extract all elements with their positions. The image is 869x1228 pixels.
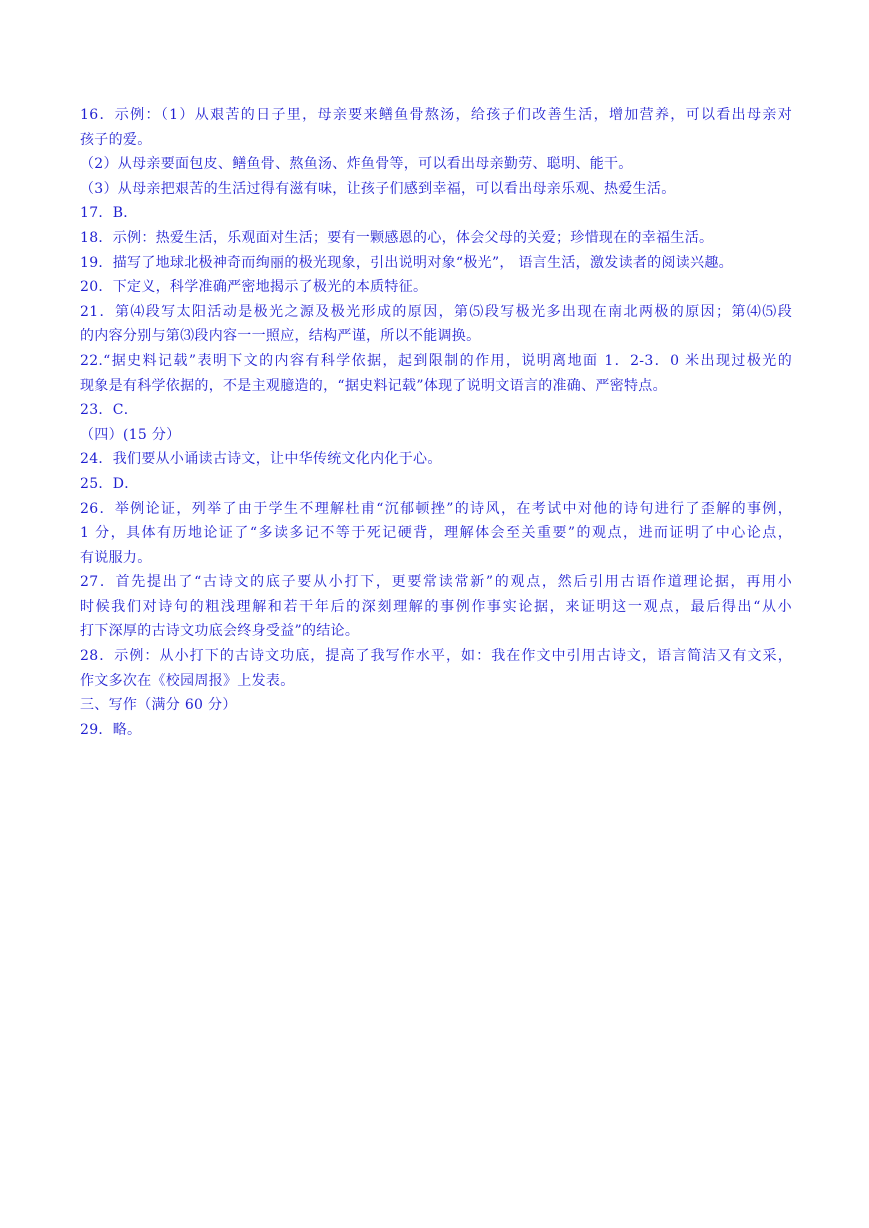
answer-25: 25．D． <box>80 475 139 492</box>
section-4-heading: （四）(15 分） <box>80 426 181 443</box>
answer-23: 23．C． <box>80 402 139 419</box>
answer-29: 29．略。 <box>80 721 142 738</box>
answer-28-line-2: 作文多次在《校园周报》上发表。 <box>80 672 295 689</box>
answer-22-line-1: 22.“据史料记载”表明下文的内容有科学依据，起到限制的作用，说明离地面 1．2-3．0 米出现过极光的 <box>80 352 792 369</box>
writing-section-heading: 三、写作（满分 60 分） <box>80 697 237 714</box>
answer-21-line-2: 的内容分别与第⑶段内容一一照应，结构严谨，所以不能调换。 <box>80 328 481 345</box>
answer-28-line-1: 28．示例：从小打下的古诗文功底，提高了我写作水平，如：我在作文中引用古诗文，语言简洁又有文采， <box>80 648 792 665</box>
answer-27-line-3: 打下深厚的古诗文功底会终身受益”的结论。 <box>80 623 360 640</box>
answer-22-line-2: 现象是有科学依据的，不是主观臆造的，“据史料记载”体现了说明文语言的准确、严密特点。 <box>80 377 667 394</box>
answer-20: 20．下定义，科学准确严密地揭示了极光的本质特征。 <box>80 279 428 296</box>
answer-16-point-2: （2）从母亲要面包皮、鳝鱼骨、熬鱼汤、炸鱼骨等，可以看出母亲勤劳、聪明、能干。 <box>80 156 633 173</box>
answer-26-line-2: 1 分，具体有历地论证了“多读多记不等于死记硬背，理解体会至关重要”的观点，进而证明了中心论点， <box>80 525 792 542</box>
answer-24: 24．我们要从小诵读古诗文，让中华传统文化内化于心。 <box>80 451 442 468</box>
answer-text-block <box>80 103 792 742</box>
answer-27-line-2: 时候我们对诗句的粗浅理解和若干年后的深刻理解的事例作事实论据，来证明这一观点，最后得出“从小 <box>80 598 792 615</box>
answer-21-line-1: 21．第⑷段写太阳活动是极光之源及极光形成的原因，第⑸段写极光多出现在南北两极的原因；第⑷⑸段 <box>80 303 792 320</box>
answer-17: 17．B． <box>80 205 138 222</box>
answer-16-line-2: 孩子的爱。 <box>80 131 152 148</box>
answer-19: 19．描写了地球北极神奇而绚丽的极光现象，引出说明对象“极光”， 语言生活，激发读者的阅读兴趣。 <box>80 254 733 271</box>
answer-18: 18．示例：热爱生活，乐观面对生活；要有一颗感恩的心，体会父母的关爱；珍惜现在的幸福生活。 <box>80 229 714 246</box>
answer-26-line-3: 有说服力。 <box>80 549 152 566</box>
answer-16-point-3: （3）从母亲把艰苦的生活过得有滋有味，让孩子们感到幸福，可以看出母亲乐观、热爱生活。 <box>80 180 676 197</box>
answer-16-line-1: 16．示例：（1）从艰苦的日子里，母亲要来鳝鱼骨熬汤，给孩子们改善生活，增加营养，可以看出母亲对 <box>80 107 792 123</box>
answer-27-line-1: 27．首先提出了“古诗文的底子要从小打下，更要常读常新”的观点，然后引用古语作道理论据，再用小 <box>80 574 792 591</box>
answer-26-line-1: 26．举例论证，列举了由于学生不理解杜甫“沉郁顿挫”的诗风，在考试中对他的诗句进行了歪解的事例， <box>80 500 792 517</box>
